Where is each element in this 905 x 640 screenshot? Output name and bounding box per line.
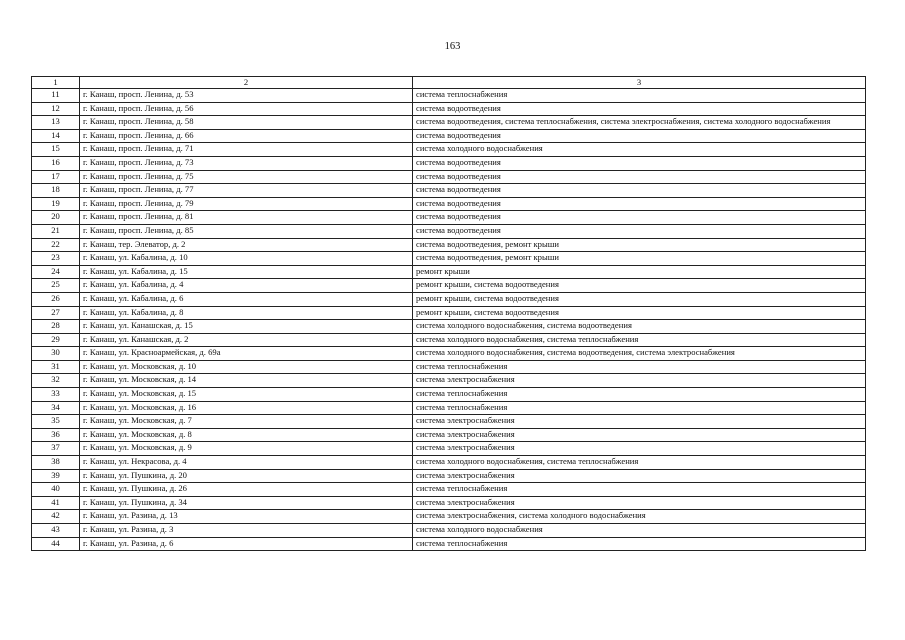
- row-number-cell: 15: [32, 143, 80, 157]
- address-cell: г. Канаш, просп. Ленина, д. 75: [80, 170, 413, 184]
- address-cell: г. Канаш, ул. Кабалина, д. 4: [80, 279, 413, 293]
- row-number-cell: 41: [32, 496, 80, 510]
- address-cell: г. Канаш, ул. Кабалина, д. 10: [80, 252, 413, 266]
- table-row: [32, 537, 866, 551]
- row-number-cell: 27: [32, 306, 80, 320]
- row-number-cell: 16: [32, 156, 80, 170]
- row-number-cell: 25: [32, 279, 80, 293]
- table-header-row: [32, 77, 866, 89]
- table-row: [32, 224, 866, 238]
- works-cell: система теплоснабжения: [413, 401, 866, 415]
- table-row: [32, 170, 866, 184]
- works-cell: ремонт крыши: [413, 265, 866, 279]
- row-number-cell: 30: [32, 347, 80, 361]
- row-number-cell: 18: [32, 184, 80, 198]
- row-number-cell: 29: [32, 333, 80, 347]
- address-cell: г. Канаш, просп. Ленина, д. 77: [80, 184, 413, 198]
- table-row: [32, 428, 866, 442]
- row-number-cell: 36: [32, 428, 80, 442]
- address-cell: г. Канаш, тер. Элеватор, д. 2: [80, 238, 413, 252]
- address-cell: г. Канаш, ул. Разина, д. 3: [80, 524, 413, 538]
- address-cell: г. Канаш, ул. Московская, д. 7: [80, 415, 413, 429]
- address-cell: г. Канаш, ул. Разина, д. 6: [80, 537, 413, 551]
- row-number-cell: 34: [32, 401, 80, 415]
- works-cell: система водоотведения, ремонт крыши: [413, 238, 866, 252]
- row-number-cell: 11: [32, 89, 80, 103]
- works-cell: система холодного водоснабжения: [413, 524, 866, 538]
- address-cell: г. Канаш, ул. Разина, д. 13: [80, 510, 413, 524]
- address-cell: г. Канаш, ул. Московская, д. 9: [80, 442, 413, 456]
- row-number-cell: 13: [32, 116, 80, 130]
- works-cell: система теплоснабжения: [413, 89, 866, 103]
- address-cell: г. Канаш, просп. Ленина, д. 56: [80, 102, 413, 116]
- row-number-cell: 32: [32, 374, 80, 388]
- address-cell: г. Канаш, просп. Ленина, д. 66: [80, 129, 413, 143]
- works-cell: система водоотведения: [413, 102, 866, 116]
- works-cell: система водоотведения: [413, 224, 866, 238]
- works-cell: система водоотведения: [413, 184, 866, 198]
- table-row: [32, 265, 866, 279]
- table-row: [32, 496, 866, 510]
- works-cell: система водоотведения, система теплоснабжения, система электроснабжения, система холодного водоснабжения: [413, 116, 866, 130]
- works-cell: система водоотведения: [413, 156, 866, 170]
- works-cell: система холодного водоснабжения, система водоотведения, система электроснабжения: [413, 347, 866, 361]
- row-number-cell: 43: [32, 524, 80, 538]
- table-row: [32, 89, 866, 103]
- address-cell: г. Канаш, ул. Некрасова, д. 4: [80, 456, 413, 470]
- table-row: [32, 347, 866, 361]
- column-header-works: 3: [413, 77, 866, 89]
- row-number-cell: 20: [32, 211, 80, 225]
- address-cell: г. Канаш, ул. Канашская, д. 2: [80, 333, 413, 347]
- row-number-cell: 24: [32, 265, 80, 279]
- works-cell: система холодного водоснабжения, система теплоснабжения: [413, 456, 866, 470]
- address-cell: г. Канаш, ул. Канашская, д. 15: [80, 320, 413, 334]
- works-cell: система водоотведения: [413, 211, 866, 225]
- table-row: [32, 388, 866, 402]
- table-row: [32, 143, 866, 157]
- works-cell: система электроснабжения: [413, 374, 866, 388]
- address-cell: г. Канаш, просп. Ленина, д. 58: [80, 116, 413, 130]
- column-header-address: 2: [80, 77, 413, 89]
- table-row: [32, 102, 866, 116]
- address-cell: г. Канаш, ул. Кабалина, д. 15: [80, 265, 413, 279]
- works-cell: система электроснабжения: [413, 496, 866, 510]
- table-row: [32, 129, 866, 143]
- works-cell: система электроснабжения: [413, 428, 866, 442]
- row-number-cell: 17: [32, 170, 80, 184]
- row-number-cell: 28: [32, 320, 80, 334]
- address-cell: г. Канаш, ул. Московская, д. 15: [80, 388, 413, 402]
- row-number-cell: 26: [32, 292, 80, 306]
- works-cell: система электроснабжения: [413, 469, 866, 483]
- row-number-cell: 22: [32, 238, 80, 252]
- table-row: [32, 524, 866, 538]
- table-row: [32, 197, 866, 211]
- table-row: [32, 456, 866, 470]
- table-row: [32, 116, 866, 130]
- address-cell: г. Канаш, ул. Пушкина, д. 26: [80, 483, 413, 497]
- page-number: 163: [444, 41, 461, 52]
- row-number-cell: 35: [32, 415, 80, 429]
- row-number-cell: 37: [32, 442, 80, 456]
- table-row: [32, 320, 866, 334]
- address-cell: г. Канаш, ул. Московская, д. 14: [80, 374, 413, 388]
- works-cell: система теплоснабжения: [413, 388, 866, 402]
- address-cell: г. Канаш, ул. Пушкина, д. 34: [80, 496, 413, 510]
- address-cell: г. Канаш, просп. Ленина, д. 73: [80, 156, 413, 170]
- address-cell: г. Канаш, просп. Ленина, д. 53: [80, 89, 413, 103]
- address-cell: г. Канаш, просп. Ленина, д. 81: [80, 211, 413, 225]
- row-number-cell: 33: [32, 388, 80, 402]
- works-cell: система электроснабжения: [413, 415, 866, 429]
- works-cell: система холодного водоснабжения, система водоотведения: [413, 320, 866, 334]
- row-number-cell: 39: [32, 469, 80, 483]
- address-cell: г. Канаш, ул. Красноармейская, д. 69а: [80, 347, 413, 361]
- table-row: [32, 469, 866, 483]
- works-cell: ремонт крыши, система водоотведения: [413, 306, 866, 320]
- column-header-number: 1: [32, 77, 80, 89]
- row-number-cell: 42: [32, 510, 80, 524]
- table-row: [32, 211, 866, 225]
- table-row: [32, 156, 866, 170]
- works-cell: система электроснабжения: [413, 442, 866, 456]
- works-cell: система холодного водоснабжения: [413, 143, 866, 157]
- row-number-cell: 44: [32, 537, 80, 551]
- address-cell: г. Канаш, ул. Московская, д. 16: [80, 401, 413, 415]
- table-row: [32, 360, 866, 374]
- address-cell: г. Канаш, просп. Ленина, д. 85: [80, 224, 413, 238]
- row-number-cell: 21: [32, 224, 80, 238]
- address-cell: г. Канаш, ул. Московская, д. 8: [80, 428, 413, 442]
- address-cell: г. Канаш, ул. Кабалина, д. 6: [80, 292, 413, 306]
- table-row: [32, 306, 866, 320]
- row-number-cell: 14: [32, 129, 80, 143]
- address-cell: г. Канаш, ул. Московская, д. 10: [80, 360, 413, 374]
- row-number-cell: 40: [32, 483, 80, 497]
- table-row: [32, 252, 866, 266]
- table-row: [32, 184, 866, 198]
- works-cell: ремонт крыши, система водоотведения: [413, 292, 866, 306]
- table-row: [32, 483, 866, 497]
- works-cell: система водоотведения: [413, 197, 866, 211]
- works-cell: ремонт крыши, система водоотведения: [413, 279, 866, 293]
- address-cell: г. Канаш, ул. Кабалина, д. 8: [80, 306, 413, 320]
- works-cell: система теплоснабжения: [413, 537, 866, 551]
- table-row: [32, 374, 866, 388]
- table-body: [32, 89, 866, 551]
- works-cell: система водоотведения, ремонт крыши: [413, 252, 866, 266]
- row-number-cell: 19: [32, 197, 80, 211]
- works-cell: система теплоснабжения: [413, 360, 866, 374]
- row-number-cell: 12: [32, 102, 80, 116]
- row-number-cell: 38: [32, 456, 80, 470]
- address-cell: г. Канаш, просп. Ленина, д. 71: [80, 143, 413, 157]
- address-cell: г. Канаш, ул. Пушкина, д. 20: [80, 469, 413, 483]
- table-row: [32, 292, 866, 306]
- works-cell: система электроснабжения, система холодного водоснабжения: [413, 510, 866, 524]
- works-table: [31, 76, 866, 551]
- table-row: [32, 510, 866, 524]
- address-cell: г. Канаш, просп. Ленина, д. 79: [80, 197, 413, 211]
- row-number-cell: 31: [32, 360, 80, 374]
- row-number-cell: 23: [32, 252, 80, 266]
- works-cell: система холодного водоснабжения, система теплоснабжения: [413, 333, 866, 347]
- works-cell: система водоотведения: [413, 170, 866, 184]
- works-cell: система теплоснабжения: [413, 483, 866, 497]
- table-row: [32, 333, 866, 347]
- table-row: [32, 415, 866, 429]
- works-cell: система водоотведения: [413, 129, 866, 143]
- table-row: [32, 442, 866, 456]
- table-row: [32, 238, 866, 252]
- table-row: [32, 279, 866, 293]
- table-row: [32, 401, 866, 415]
